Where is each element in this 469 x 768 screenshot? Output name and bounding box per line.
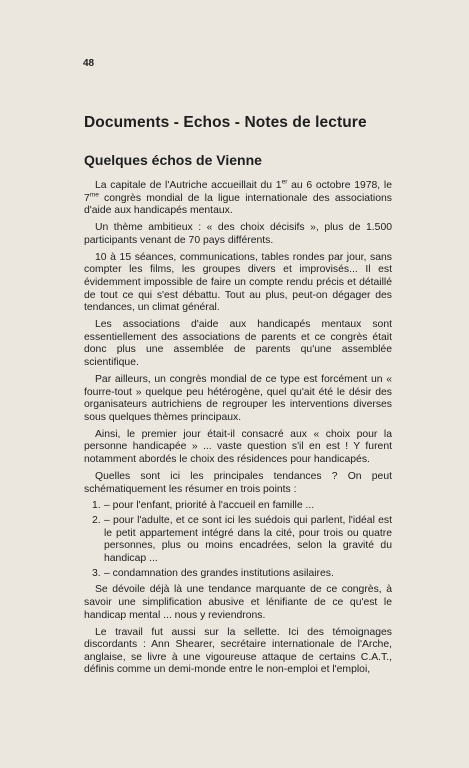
paragraph-fourre-tout: Par ailleurs, un congrès mondial de ce type est forcément un « fourre-tout » quelque peu hétérogène, quel qu'ait été le désir des organisateurs autrichiens de regrouper les interventions diverses sous quelques thèmes principaux.	[84, 373, 392, 423]
page-number: 48	[83, 58, 95, 69]
list-item: 1. – pour l'enfant, priorité à l'accueil en famille ...	[92, 500, 315, 512]
paragraph-travail: Le travail fut aussi sur la sellette. Ici des témoignages discordants : Ann Shearer, secrétaire internationale de l'Arche, anglaise, se livre à une vigoureuse attaque de certains C.A.T., définis comme un demi-monde entre le non-emploi et l'emploi,	[84, 626, 392, 676]
paragraph-sessions: 10 à 15 séances, communications, tables rondes par jour, sans compter les films, les groupes divers et improvisés... Il est évidemment impossible de faire un compte rendu précis et détaillé de tout ce qui s'est débattu. Tout au plus, peut-on dégager des tendances, un climat général.	[84, 251, 392, 314]
article-title: Quelques échos de Vienne	[84, 152, 262, 168]
list-item: 3. – condamnation des grandes institutions asilaires.	[92, 567, 334, 579]
tendances-list	[84, 500, 392, 580]
paragraph-tendances: Quelles sont ici les principales tendances ? On peut schématiquement les résumer en trois points :	[84, 470, 392, 495]
list-item: 2. – pour l'adulte, et ce sont ici les suédois qui parlent, l'idéal est le petit appartement intégré dans la cité, pour trois ou quatre personnes, plus ou moins encadrées, selon la gravité du handicap ...	[92, 515, 392, 565]
paragraph-simplification: Se dévoile déjà là une tendance marquante de ce congrès, à savoir une simplification abusive et lénifiante de ce qu'est le handicap mental ... nous y reviendrons.	[84, 584, 392, 621]
section-title: Documents - Echos - Notes de lecture	[84, 114, 367, 131]
paragraph-intro: La capitale de l'Autriche accueillait du 1er au 6 octobre 1978, le $7^{me}$ congrès mondial de la ligue internationale des associations d'aide aux handicapés mentaux.	[84, 178, 392, 217]
paragraph-theme: Un thème ambitieux : « des choix décisifs », plus de 1.500 participants venant de 70 pays différents.	[84, 222, 392, 246]
paragraph-associations: Les associations d'aide aux handicapés mentaux sont essentiellement des associations de parents et ce congrès était donc plus une assemblée de parents qu'une assemblée scientifique.	[84, 319, 392, 369]
article-body	[84, 180, 392, 681]
paragraph-first-day: Ainsi, le premier jour était-il consacré aux « choix pour la personne handicapée » ... vaste question s'il en est ! Y furent notamment abordés le choix des résidences pour handicapés.	[84, 428, 392, 466]
